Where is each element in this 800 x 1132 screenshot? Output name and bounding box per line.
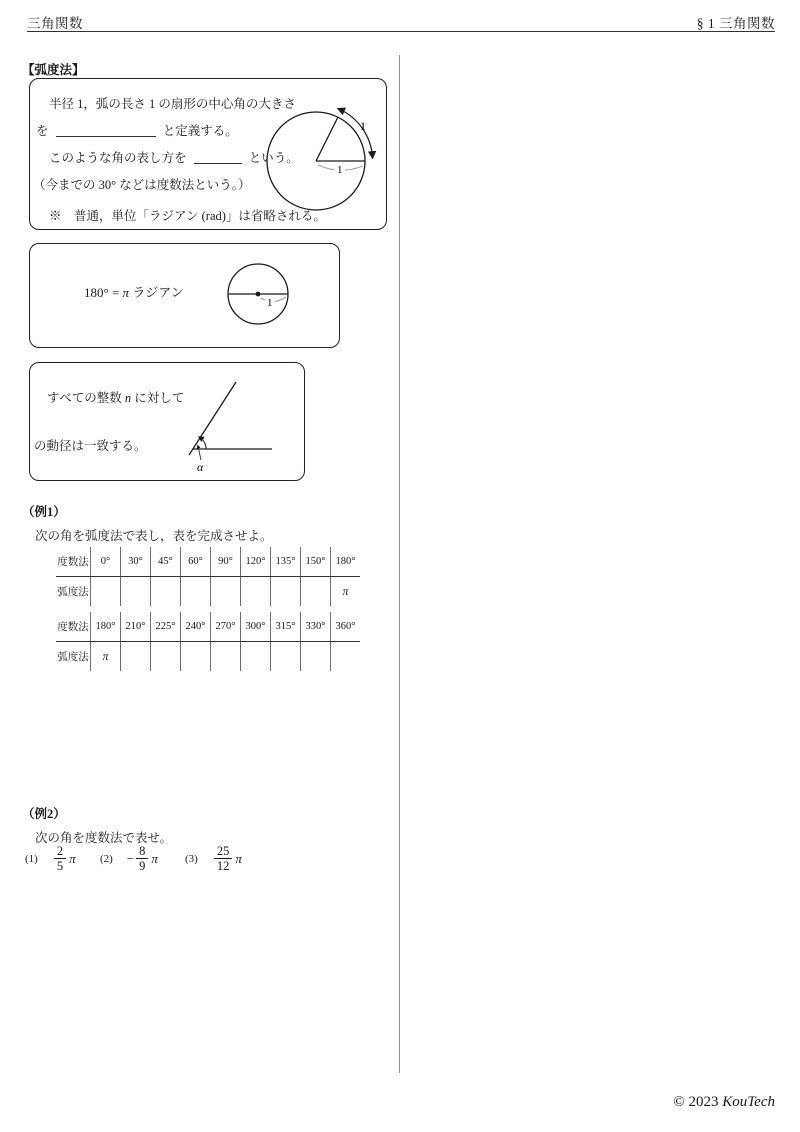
table1-degree-row-label: 度数法 xyxy=(56,547,91,577)
table-cell: 30° xyxy=(121,547,151,577)
table-cell: 90° xyxy=(211,547,241,577)
coterminal-line1 xyxy=(47,388,184,406)
answer-blank-definition xyxy=(56,123,156,137)
problem-1-fraction xyxy=(54,844,66,874)
problem-2-sign: − xyxy=(126,850,135,866)
radius-upper xyxy=(316,117,338,161)
answer-cell: π xyxy=(91,642,121,672)
table2-radian-row-label: 弧度法 xyxy=(57,652,89,663)
formula-equals: = xyxy=(111,285,120,300)
table-cell: 240° xyxy=(181,612,211,642)
radius-label: 1 xyxy=(337,164,343,176)
coterminal-line1-post: に対して xyxy=(134,391,185,405)
header-left-title: 三角関数 xyxy=(27,16,83,31)
example2-title: （例2） xyxy=(22,807,66,821)
problem-3 xyxy=(185,844,242,874)
answer-cell xyxy=(301,642,331,672)
angle-diagram xyxy=(178,372,300,474)
table-cell: 180° xyxy=(91,612,121,642)
sector-diagram xyxy=(250,97,378,223)
table-cell: 270° xyxy=(211,612,241,642)
table-cell: 120° xyxy=(241,547,271,577)
definition-line3-pre: このような角の表し方を xyxy=(49,151,187,165)
problem-3-index: (3) xyxy=(185,852,198,865)
definition-line4: （今までの 30° などは度数法という。） xyxy=(33,178,251,192)
fraction-numerator: 25 xyxy=(214,844,233,859)
table-cell: 225° xyxy=(151,612,181,642)
problem-2-index: (2) xyxy=(100,852,113,865)
formula-pi: π xyxy=(122,285,130,300)
header-rule xyxy=(27,31,775,32)
table-cell: 315° xyxy=(271,612,301,642)
conversion-table-1 xyxy=(56,547,360,606)
table1-radian-row-label: 弧度法 xyxy=(57,587,89,598)
formula-degrees: 180° xyxy=(84,285,109,300)
answer-cell xyxy=(301,577,331,607)
problem-2-pi: π xyxy=(151,850,158,866)
problem-2-fraction xyxy=(136,844,148,874)
column-divider xyxy=(399,55,400,1073)
footer-copyright xyxy=(673,1094,775,1111)
answer-cell xyxy=(121,577,151,607)
example1-title: （例1） xyxy=(22,505,66,519)
fraction-denominator: 9 xyxy=(139,859,146,874)
coterminal-line1-pre: すべての整数 xyxy=(47,391,122,405)
answer-cell xyxy=(211,642,241,672)
answer-cell xyxy=(91,577,121,607)
terminal-side-ray xyxy=(189,382,236,455)
table-cell: 180° xyxy=(331,547,361,577)
problem-1 xyxy=(25,844,76,874)
center-dot xyxy=(256,292,261,297)
answer-cell: π xyxy=(331,577,361,607)
angle-arc-arrow xyxy=(200,438,206,450)
table-cell: 300° xyxy=(241,612,271,642)
formula-unit: ラジアン xyxy=(132,285,184,300)
answer-cell xyxy=(211,577,241,607)
answer-cell xyxy=(241,577,271,607)
fraction-numerator: 8 xyxy=(136,844,148,859)
problem-1-pi: π xyxy=(69,850,76,866)
table-cell: 60° xyxy=(181,547,211,577)
table-cell: 150° xyxy=(301,547,331,577)
radius-label: 1 xyxy=(267,297,273,309)
answer-cell xyxy=(151,577,181,607)
radian-formula xyxy=(84,282,184,301)
table-cell: 330° xyxy=(301,612,331,642)
table-cell: 360° xyxy=(331,612,361,642)
problem-3-fraction xyxy=(214,844,233,874)
angle-pointer-arrow xyxy=(198,446,201,460)
example1-instruction: 次の角を弧度法で表し，表を完成させよ。 xyxy=(35,529,273,543)
table2-degree-row xyxy=(56,612,360,642)
coterminal-line2: の動径は一致する。 xyxy=(34,439,147,453)
table-cell: 135° xyxy=(271,547,301,577)
coterminal-var-n: n xyxy=(124,391,132,405)
answer-cell xyxy=(121,642,151,672)
section-title: 【弧度法】 xyxy=(22,63,85,77)
answer-cell xyxy=(271,577,301,607)
table1-degree-row xyxy=(56,547,360,577)
answer-cell xyxy=(271,642,301,672)
definition-line2 xyxy=(36,121,238,139)
problem-3-pi: π xyxy=(235,850,242,866)
fraction-denominator: 12 xyxy=(216,859,230,874)
answer-cell xyxy=(151,642,181,672)
definition-line1: 半径 1，弧の長さ 1 の扇形の中心角の大きさ xyxy=(49,97,296,111)
problem-1-index: (1) xyxy=(25,852,38,865)
fraction-denominator: 5 xyxy=(56,859,64,874)
angle-label: α xyxy=(197,460,204,474)
answer-cell xyxy=(241,642,271,672)
definition-line3-post: という。 xyxy=(248,151,299,165)
table2-degree-row-label: 度数法 xyxy=(56,612,91,642)
definition-line2-post: と定義する。 xyxy=(162,124,238,138)
conversion-table-2 xyxy=(56,612,360,671)
example2-instruction: 次の角を度数法で表せ。 xyxy=(35,831,173,845)
arc-length-label: 1 xyxy=(360,119,366,133)
answer-cell xyxy=(181,642,211,672)
definition-line2-pre: を xyxy=(36,124,49,138)
table2-radian-row xyxy=(56,642,360,672)
table-cell: 210° xyxy=(121,612,151,642)
definition-note: ※ 普通，単位「ラジアン (rad)」は省略される。 xyxy=(49,209,326,223)
semicircle-diagram xyxy=(224,261,294,329)
problem-2 xyxy=(100,844,158,874)
fraction-numerator: 2 xyxy=(54,844,66,859)
table1-radian-row xyxy=(56,577,360,607)
copyright-year: © 2023 xyxy=(673,1094,719,1110)
table-cell: 45° xyxy=(151,547,181,577)
answer-blank-notation xyxy=(194,150,242,164)
brand-name: KouTech xyxy=(722,1094,775,1110)
answer-cell xyxy=(181,577,211,607)
table-cell: 0° xyxy=(91,547,121,577)
header-right-section: § 1 三角関数 xyxy=(696,16,775,31)
answer-cell xyxy=(331,642,361,672)
